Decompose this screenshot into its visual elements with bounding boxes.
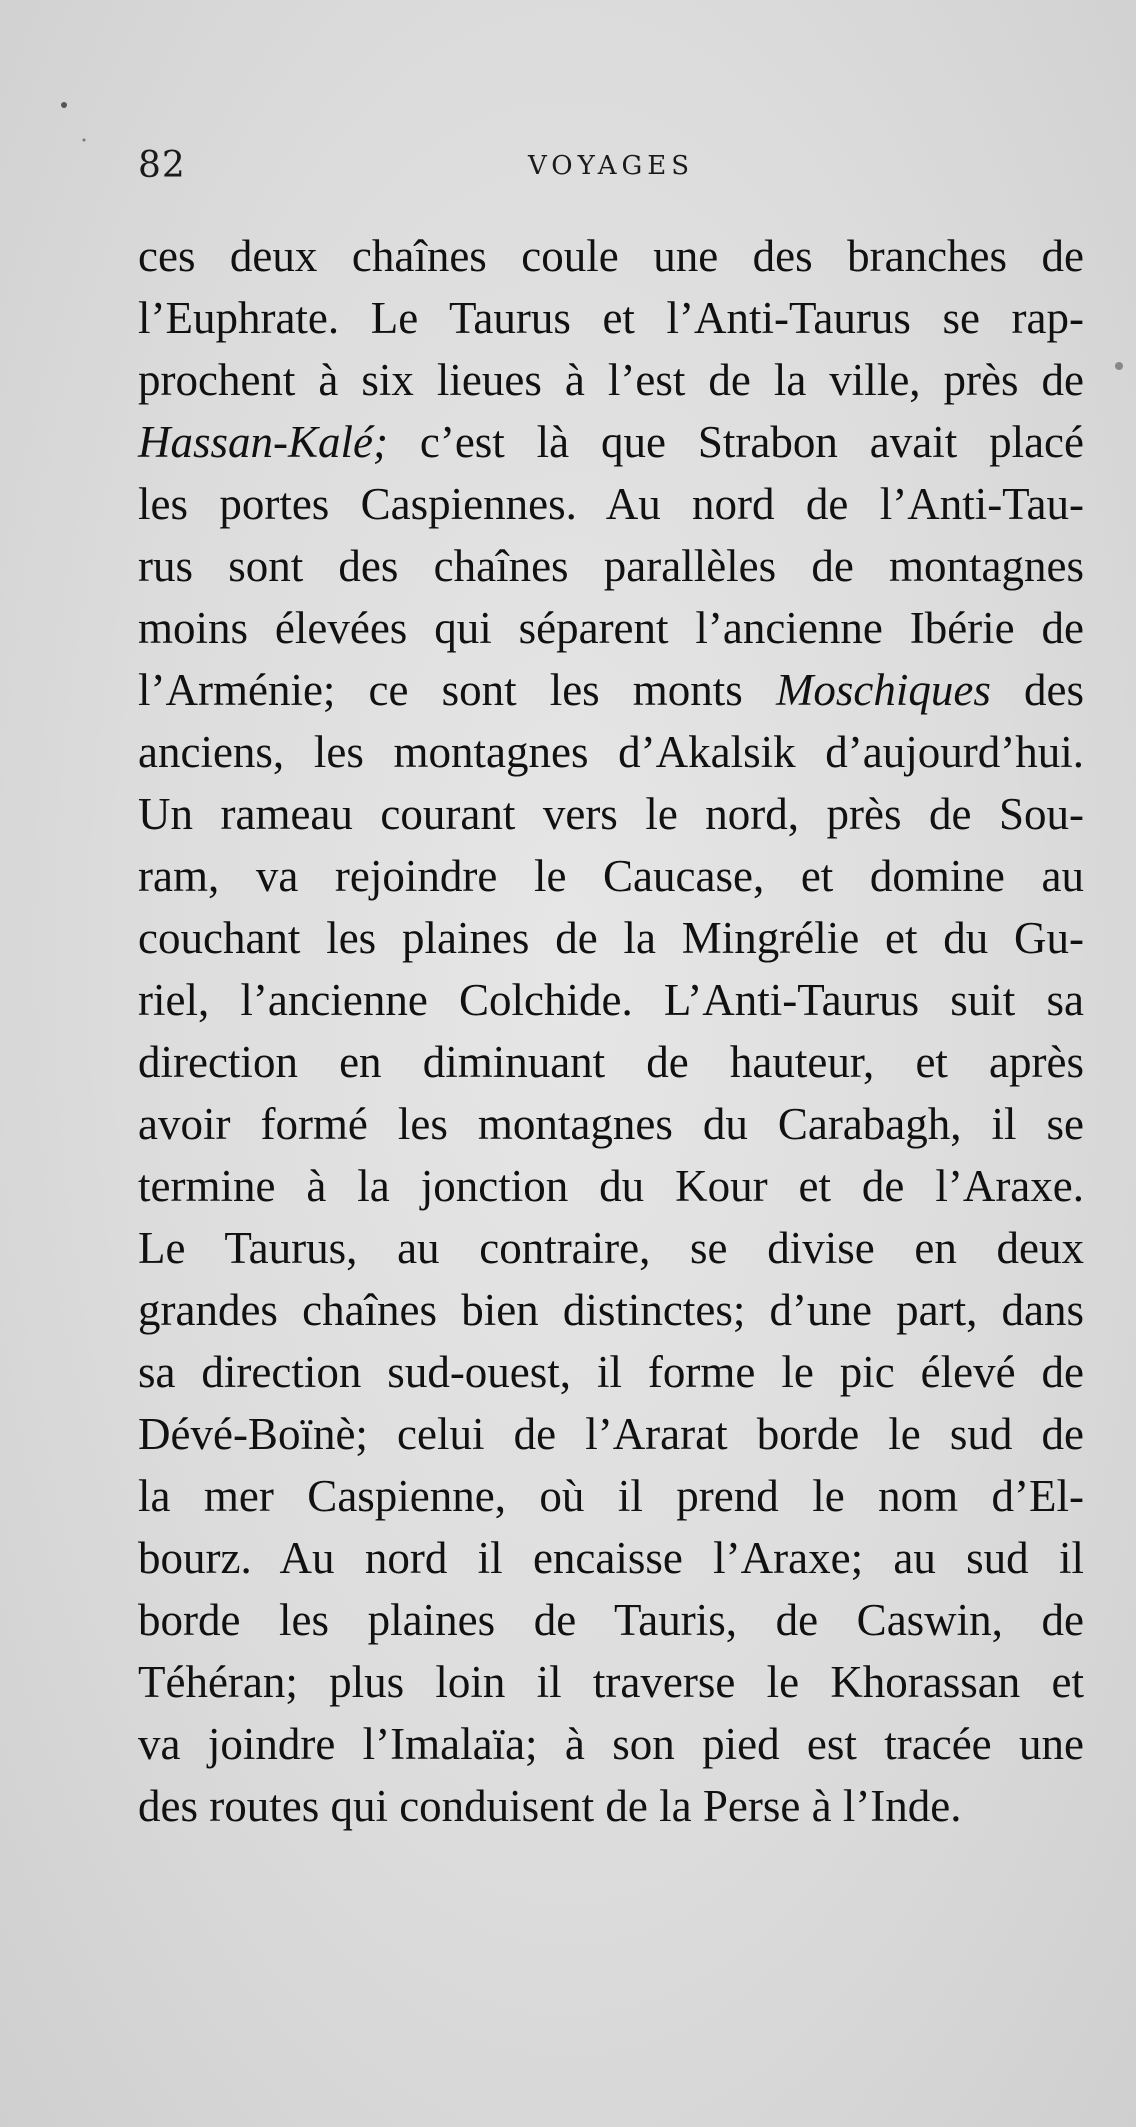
text-run: Téhéran; plus loin il traverse le Khorassan et: [138, 1657, 1084, 1707]
text-run: avoir formé les montagnes du Carabagh, il se: [138, 1099, 1084, 1149]
text-line: [138, 411, 1084, 473]
text-line: [138, 1465, 1084, 1527]
text-run: Dévé-Boïnè; celui de l’Ararat borde le sud de: [138, 1409, 1084, 1459]
text-run: moins élevées qui séparent l’ancienne Ibérie de: [138, 603, 1084, 653]
text-line: [138, 1031, 1084, 1093]
text-line: [138, 1651, 1084, 1713]
text-run: Un rameau courant vers le nord, près de Sou-: [138, 789, 1084, 839]
text-line: [138, 1217, 1084, 1279]
text-line: [138, 1589, 1084, 1651]
text-run: l’Euphrate. Le Taurus et l’Anti-Taurus se rap-: [138, 293, 1084, 343]
text-line: [138, 535, 1084, 597]
text-line: [138, 1527, 1084, 1589]
page-header: [138, 145, 1084, 195]
text-line: [138, 1155, 1084, 1217]
page-number: 82: [138, 145, 186, 186]
text-run: bourz. Au nord il encaisse l’Araxe; au sud il: [138, 1533, 1084, 1583]
text-line: [138, 907, 1084, 969]
text-line: [138, 1093, 1084, 1155]
text-line: [138, 349, 1084, 411]
text-run: va joindre l’Imalaïa; à son pied est tracée une: [138, 1719, 1084, 1769]
text-run: anciens, les montagnes d’Akalsik d’aujourd’hui.: [138, 727, 1084, 777]
text-run: couchant les plaines de la Mingrélie et du Gu-: [138, 913, 1084, 963]
text-line: [138, 597, 1084, 659]
text-line: [138, 969, 1084, 1031]
text-run: rus sont des chaînes parallèles de montagnes: [138, 541, 1084, 591]
italic-place-name: Hassan-Kalé;: [138, 417, 388, 467]
text-line: [138, 845, 1084, 907]
italic-place-name: Moschiques: [775, 665, 991, 715]
running-title: VOYAGES: [527, 151, 695, 181]
text-run: borde les plaines de Tauris, de Caswin, de: [138, 1595, 1084, 1645]
body-text: [138, 225, 1084, 1837]
text-line: [138, 1279, 1084, 1341]
text-line: [138, 1713, 1084, 1775]
text-line: [138, 287, 1084, 349]
text-run: des: [990, 665, 1084, 715]
text-run: prochent à six lieues à l’est de la ville, près de: [138, 355, 1084, 405]
text-line: [138, 721, 1084, 783]
text-run: direction en diminuant de hauteur, et après: [138, 1037, 1084, 1087]
text-run: grandes chaînes bien distinctes; d’une part, dans: [138, 1285, 1084, 1335]
text-line: [138, 1775, 1084, 1837]
text-line: [138, 783, 1084, 845]
text-line: [138, 659, 1084, 721]
text-run: l’Arménie; ce sont les monts: [138, 665, 776, 715]
text-run: la mer Caspienne, où il prend le nom d’El-: [138, 1471, 1084, 1521]
text-line: [138, 473, 1084, 535]
text-run: ces deux chaînes coule une des branches de: [138, 231, 1084, 281]
text-run: des routes qui conduisent de la Perse à l’Inde.: [138, 1781, 962, 1831]
text-run: sa direction sud-ouest, il forme le pic élevé de: [138, 1347, 1084, 1397]
text-line: [138, 1341, 1084, 1403]
text-run: ram, va rejoindre le Caucase, et domine au: [138, 851, 1084, 901]
text-run: les portes Caspiennes. Au nord de l’Anti-Tau-: [138, 479, 1084, 529]
text-run: termine à la jonction du Kour et de l’Araxe.: [138, 1161, 1084, 1211]
text-run: c’est là que Strabon avait placé: [387, 417, 1084, 467]
text-line: [138, 225, 1084, 287]
text-run: Le Taurus, au contraire, se divise en deux: [138, 1223, 1084, 1273]
text-run: riel, l’ancienne Colchide. L’Anti-Taurus suit sa: [138, 975, 1084, 1025]
text-line: [138, 1403, 1084, 1465]
